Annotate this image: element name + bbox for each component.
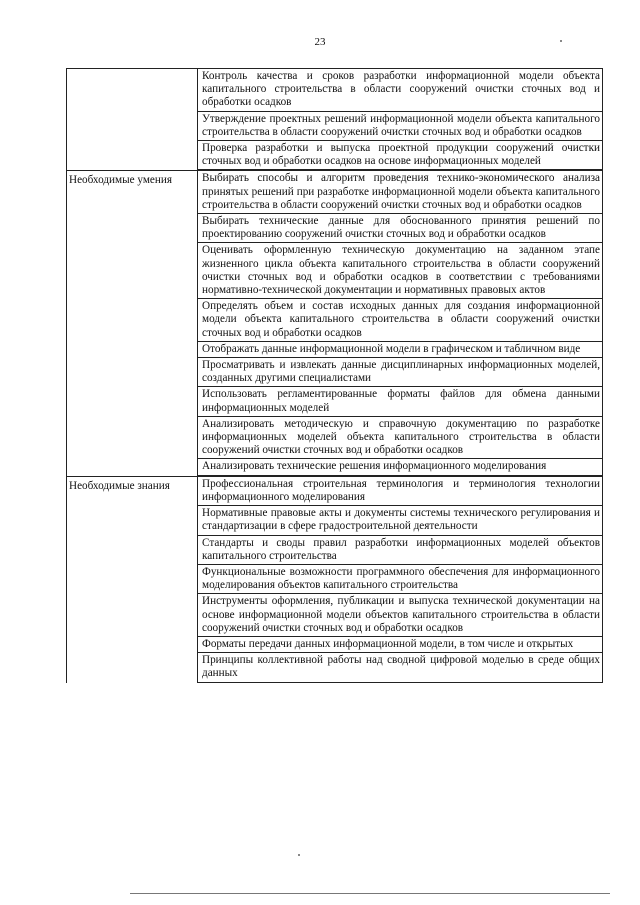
table-cell: Форматы передачи данных информационной модели, в том числе и открытых [198,637,603,653]
table-cell: Проверка разработки и выпуска проектной продукции сооружений очистки сточных вод и обработки осадков на основе информационных моделей [198,141,603,170]
scan-speck [560,40,562,42]
table-cell: Отображать данные информационной модели в графическом и табличном виде [198,342,603,358]
table-cell: Анализировать технические решения информационного моделирования [198,459,603,475]
table-cell: Профессиональная строительная терминология и терминология технологии информационного моделирования [198,476,603,506]
section-label: Необходимые умения [67,170,198,475]
table-cell: Нормативные правовые акты и документы системы технического регулирования и стандартизации в сфере градостроительной деятельности [198,506,603,535]
table-cell: Определять объем и состав исходных данных для создания информационной модели объекта капитального строительства в области сооружений очистки сточных вод и обработки осадков [198,299,603,342]
table-cell: Выбирать способы и алгоритм проведения технико-экономического анализа принятых решений при разработке информационной модели объекта капитального строительства в области сооружений очистки сточных вод и обработки осадков [198,170,603,214]
table-cell: Утверждение проектных решений информационной модели объекта капитального строительства в области сооружений очистки сточных вод и обработки осадков [198,112,603,141]
table-section [67,476,603,683]
section-cells [198,170,603,475]
table-cell: Оценивать оформленную техническую документацию на заданном этапе жизненного цикла объекта капитального строительства в области сооружений очистки сточных вод и обработки осадков в соответствии с требованиями нормативно-технической документации и нормативных правовых актов [198,243,603,299]
competency-table [66,68,603,683]
table-cell: Инструменты оформления, публикации и выпуска технической документации на основе информационной модели объектов капитального строительства в области сооружений очистки сточных вод и обработки осадков [198,594,603,637]
scan-edge-line [130,893,610,894]
table-cell: Выбирать технические данные для обоснованного принятия решений по проектированию сооружений очистки сточных вод и обработки осадков [198,214,603,243]
page-number: 23 [314,36,326,48]
section-cells [198,476,603,683]
table-section [67,170,603,475]
table-cell: Функциональные возможности программного обеспечения для информационного моделирования объектов капитального строительства [198,565,603,594]
table-section [67,68,603,170]
section-label [67,68,198,170]
table-cell: Принципы коллективной работы над сводной цифровой моделью в среде общих данных [198,653,603,682]
section-cells [198,68,603,170]
table-cell: Контроль качества и сроков разработки информационной модели объекта капитального строительства в области сооружений очистки сточных вод и обработки осадков [198,68,603,112]
table-cell: Просматривать и извлекать данные дисциплинарных информационных моделей, созданных другими специалистами [198,358,603,387]
table-cell: Стандарты и своды правил разработки информационных моделей объектов капитального строительства [198,536,603,565]
section-label: Необходимые знания [67,476,198,683]
table-cell: Анализировать методическую и справочную документацию по разработке информационных моделей объекта капитального строительства в области сооружений очистки сточных вод и обработки осадков [198,417,603,460]
table-cell: Использовать регламентированные форматы файлов для обмена данными информационных моделей [198,387,603,416]
scan-speck [298,854,300,856]
